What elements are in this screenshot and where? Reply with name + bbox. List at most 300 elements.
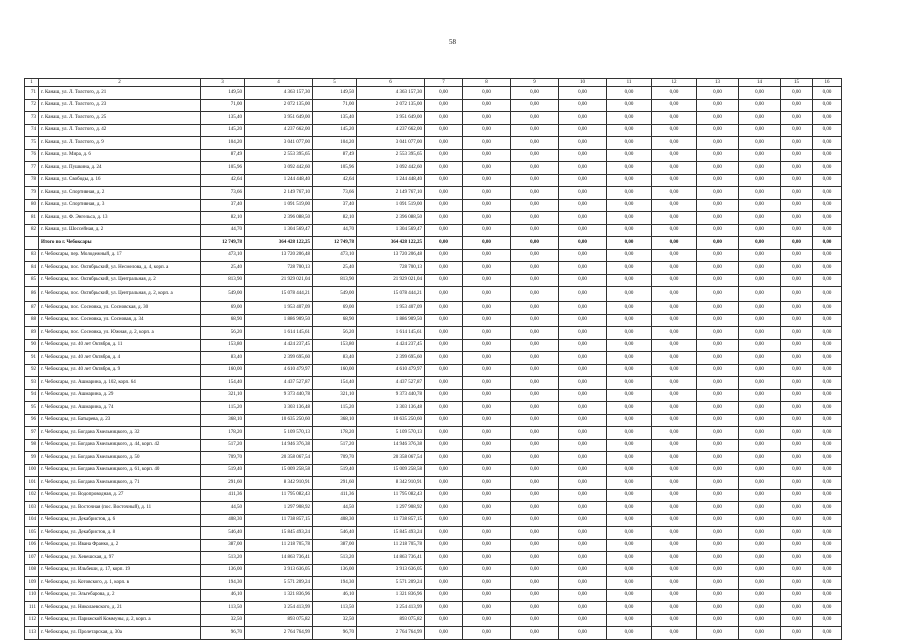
zero-cell: 0,00 [607, 124, 652, 137]
zero-cell: 0,00 [463, 614, 511, 627]
zero-cell: 0,00 [511, 627, 559, 640]
zero-cell: 0,00 [697, 99, 739, 112]
column-header: 9 [511, 79, 559, 87]
table-row [25, 274, 842, 287]
zero-cell: 0,00 [511, 614, 559, 627]
zero-cell: 0,00 [813, 302, 842, 315]
cost-cell: 2 399 695,60 [245, 352, 313, 365]
row-number: 93 [25, 377, 39, 390]
area-cell: 160,00 [201, 364, 245, 377]
cost-cell: 4 424 237,45 [245, 339, 313, 352]
area-cell: 517,20 [313, 439, 357, 452]
zero-cell: 0,00 [511, 427, 559, 440]
zero-cell: 0,00 [425, 377, 463, 390]
zero-cell: 0,00 [559, 627, 607, 640]
area-cell: 56,20 [313, 327, 357, 340]
zero-cell: 0,00 [559, 439, 607, 452]
zero-cell: 0,00 [607, 564, 652, 577]
cost-cell: 4 237 662,00 [245, 124, 313, 137]
row-number: 109 [25, 577, 39, 590]
area-cell: 149,50 [313, 87, 357, 100]
zero-cell: 0,00 [813, 452, 842, 465]
zero-cell: 0,00 [781, 402, 813, 415]
zero-cell: 0,00 [425, 552, 463, 565]
zero-cell: 0,00 [813, 112, 842, 125]
page-number: 58 [449, 38, 456, 46]
zero-cell: 0,00 [511, 137, 559, 150]
zero-cell: 0,00 [697, 249, 739, 262]
zero-cell: 0,00 [652, 162, 697, 175]
cost-cell: 4 424 237,45 [357, 339, 425, 352]
row-number: 82 [25, 224, 39, 237]
table-row [25, 149, 842, 162]
zero-cell: 0,00 [425, 502, 463, 515]
zero-cell: 0,00 [739, 464, 781, 477]
table-row [25, 199, 842, 212]
zero-cell: 0,00 [511, 187, 559, 200]
zero-cell: 0,00 [652, 489, 697, 502]
table-row [25, 377, 842, 390]
cost-cell: 3 092 442,60 [245, 162, 313, 175]
zero-cell: 0,00 [739, 237, 781, 250]
zero-cell: 0,00 [559, 477, 607, 490]
zero-cell: 0,00 [739, 564, 781, 577]
zero-cell: 0,00 [607, 99, 652, 112]
zero-cell: 0,00 [652, 414, 697, 427]
zero-cell: 0,00 [511, 589, 559, 602]
zero-cell: 0,00 [813, 237, 842, 250]
area-cell: 513,20 [313, 552, 357, 565]
zero-cell: 0,00 [559, 564, 607, 577]
zero-cell: 0,00 [463, 327, 511, 340]
table-row [25, 339, 842, 352]
zero-cell: 0,00 [425, 249, 463, 262]
zero-cell: 0,00 [652, 577, 697, 590]
zero-cell: 0,00 [511, 439, 559, 452]
zero-cell: 0,00 [511, 502, 559, 515]
zero-cell: 0,00 [559, 577, 607, 590]
zero-cell: 0,00 [781, 502, 813, 515]
address-cell: г. Чебоксары, ул. Ивана Франко, д. 2 [39, 539, 201, 552]
address-cell: г. Чебоксары, ул. Парижской Коммуны, д. 2, корп. а [39, 614, 201, 627]
area-cell: 68,90 [313, 314, 357, 327]
area-cell: 37,40 [313, 199, 357, 212]
area-cell: 12 749,78 [201, 237, 245, 250]
address-cell: г. Чебоксары, ул. 40 лет Октября, д. 11 [39, 339, 201, 352]
zero-cell: 0,00 [739, 539, 781, 552]
zero-cell: 0,00 [739, 627, 781, 640]
zero-cell: 0,00 [697, 589, 739, 602]
zero-cell: 0,00 [425, 577, 463, 590]
area-cell: 44,50 [313, 502, 357, 515]
cost-cell: 1 953 407,09 [357, 302, 425, 315]
cost-cell: 3 303 136,48 [357, 402, 425, 415]
zero-cell: 0,00 [463, 477, 511, 490]
zero-cell: 0,00 [739, 602, 781, 615]
area-cell: 46,10 [313, 589, 357, 602]
zero-cell: 0,00 [813, 327, 842, 340]
zero-cell: 0,00 [739, 339, 781, 352]
area-cell: 291,60 [313, 477, 357, 490]
zero-cell: 0,00 [781, 464, 813, 477]
area-cell: 42,64 [313, 174, 357, 187]
row-number: 91 [25, 352, 39, 365]
zero-cell: 0,00 [739, 212, 781, 225]
zero-cell: 0,00 [813, 627, 842, 640]
row-number: 102 [25, 489, 39, 502]
zero-cell: 0,00 [652, 137, 697, 150]
column-header: 3 [201, 79, 245, 87]
cost-cell: 15 845 493,24 [357, 527, 425, 540]
zero-cell: 0,00 [463, 439, 511, 452]
row-number: 100 [25, 464, 39, 477]
zero-cell: 0,00 [559, 199, 607, 212]
zero-cell: 0,00 [813, 364, 842, 377]
zero-cell: 0,00 [607, 427, 652, 440]
zero-cell: 0,00 [511, 514, 559, 527]
zero-cell: 0,00 [511, 314, 559, 327]
row-number: 94 [25, 389, 39, 402]
zero-cell: 0,00 [697, 364, 739, 377]
address-cell: г. Канаш, ул. Л. Толстого, д. 9 [39, 137, 201, 150]
address-cell: г. Канаш, ул. Пушкина, д. 24 [39, 162, 201, 175]
area-cell: 105,96 [201, 162, 245, 175]
area-cell: 321,10 [313, 389, 357, 402]
zero-cell: 0,00 [813, 427, 842, 440]
zero-cell: 0,00 [511, 262, 559, 275]
cost-cell: 20 358 067,54 [245, 452, 313, 465]
column-header: 5 [313, 79, 357, 87]
zero-cell: 0,00 [425, 614, 463, 627]
cost-cell: 2 764 764,99 [357, 627, 425, 640]
zero-cell: 0,00 [463, 224, 511, 237]
zero-cell: 0,00 [511, 564, 559, 577]
zero-cell: 0,00 [425, 439, 463, 452]
zero-cell: 0,00 [697, 237, 739, 250]
address-cell: г. Чебоксары, пос. Октябрьский, ул. Центральная, д. 2, корп. а [39, 287, 201, 302]
zero-cell: 0,00 [607, 514, 652, 527]
area-cell: 411,36 [201, 489, 245, 502]
zero-cell: 0,00 [425, 199, 463, 212]
zero-cell: 0,00 [652, 427, 697, 440]
cost-cell: 11 795 082,43 [357, 489, 425, 502]
cost-cell: 4 363 157,30 [245, 87, 313, 100]
zero-cell: 0,00 [739, 589, 781, 602]
address-cell: г. Чебоксары, ул. Ашмарина, д. 74 [39, 402, 201, 415]
zero-cell: 0,00 [652, 87, 697, 100]
zero-cell: 0,00 [697, 339, 739, 352]
zero-cell: 0,00 [463, 589, 511, 602]
address-cell: г. Канаш, ул. Шоссейная, д. 2 [39, 224, 201, 237]
zero-cell: 0,00 [697, 614, 739, 627]
area-cell: 411,36 [313, 489, 357, 502]
cost-cell: 1 091 519,00 [245, 199, 313, 212]
zero-cell: 0,00 [652, 149, 697, 162]
table-row [25, 514, 842, 527]
zero-cell: 0,00 [607, 577, 652, 590]
zero-cell: 0,00 [607, 552, 652, 565]
zero-cell: 0,00 [425, 162, 463, 175]
zero-cell: 0,00 [781, 352, 813, 365]
zero-cell: 0,00 [781, 589, 813, 602]
table-row [25, 137, 842, 150]
zero-cell: 0,00 [559, 287, 607, 302]
table-row [25, 464, 842, 477]
zero-cell: 0,00 [559, 377, 607, 390]
address-cell: г. Канаш, ул. Л. Толстого, д. 42 [39, 124, 201, 137]
zero-cell: 0,00 [813, 212, 842, 225]
cost-cell: 11 738 857,15 [357, 514, 425, 527]
zero-cell: 0,00 [697, 439, 739, 452]
cost-cell: 1 614 145,61 [357, 327, 425, 340]
cost-cell: 4 610 479,97 [357, 364, 425, 377]
zero-cell: 0,00 [425, 237, 463, 250]
zero-cell: 0,00 [813, 577, 842, 590]
zero-cell: 0,00 [511, 87, 559, 100]
zero-cell: 0,00 [559, 224, 607, 237]
row-number: 113 [25, 627, 39, 640]
zero-cell: 0,00 [652, 187, 697, 200]
zero-cell: 0,00 [781, 262, 813, 275]
zero-cell: 0,00 [607, 389, 652, 402]
zero-cell: 0,00 [511, 199, 559, 212]
zero-cell: 0,00 [739, 489, 781, 502]
zero-cell: 0,00 [559, 414, 607, 427]
zero-cell: 0,00 [652, 124, 697, 137]
zero-cell: 0,00 [559, 589, 607, 602]
address-cell: г. Чебоксары, ул. Ашмарина, д. 102, корп. 64 [39, 377, 201, 390]
zero-cell: 0,00 [697, 199, 739, 212]
zero-cell: 0,00 [697, 627, 739, 640]
zero-cell: 0,00 [697, 502, 739, 515]
zero-cell: 0,00 [607, 352, 652, 365]
zero-cell: 0,00 [652, 464, 697, 477]
zero-cell: 0,00 [463, 237, 511, 250]
cost-cell: 3 092 442,60 [357, 162, 425, 175]
area-cell: 115,20 [313, 402, 357, 415]
zero-cell: 0,00 [463, 577, 511, 590]
row-number: 88 [25, 314, 39, 327]
cost-cell: 4 363 157,30 [357, 87, 425, 100]
address-cell: г. Чебоксары, ул. Котовского, д. 1, корп. в [39, 577, 201, 590]
table-row [25, 287, 842, 302]
area-cell: 145,20 [313, 124, 357, 137]
table-row [25, 212, 842, 225]
table-row [25, 527, 842, 540]
zero-cell: 0,00 [559, 614, 607, 627]
zero-cell: 0,00 [607, 464, 652, 477]
zero-cell: 0,00 [607, 199, 652, 212]
zero-cell: 0,00 [739, 439, 781, 452]
area-cell: 44,70 [201, 224, 245, 237]
zero-cell: 0,00 [739, 452, 781, 465]
area-cell: 519,40 [313, 464, 357, 477]
zero-cell: 0,00 [463, 552, 511, 565]
column-header: 8 [463, 79, 511, 87]
address-cell: г. Чебоксары, ул. Декабристов, д. 6 [39, 514, 201, 527]
zero-cell: 0,00 [559, 302, 607, 315]
row-number: 106 [25, 539, 39, 552]
table-row [25, 427, 842, 440]
zero-cell: 0,00 [607, 149, 652, 162]
zero-cell: 0,00 [463, 389, 511, 402]
zero-cell: 0,00 [697, 577, 739, 590]
area-cell: 160,00 [313, 364, 357, 377]
zero-cell: 0,00 [813, 502, 842, 515]
address-cell: г. Канаш, ул. Л. Толстого, д. 23 [39, 99, 201, 112]
address-cell: г. Чебоксары, ул. Декабристов, д. 8 [39, 527, 201, 540]
address-cell: г. Чебоксары, ул. 40 лет Октября, д. 9 [39, 364, 201, 377]
zero-cell: 0,00 [511, 477, 559, 490]
zero-cell: 0,00 [652, 274, 697, 287]
area-cell: 87,49 [201, 149, 245, 162]
table-row [25, 262, 842, 275]
table-row [25, 602, 842, 615]
zero-cell: 0,00 [511, 149, 559, 162]
row-number: 96 [25, 414, 39, 427]
column-header: 11 [607, 79, 652, 87]
zero-cell: 0,00 [697, 224, 739, 237]
zero-cell: 0,00 [781, 187, 813, 200]
zero-cell: 0,00 [559, 162, 607, 175]
zero-cell: 0,00 [739, 614, 781, 627]
zero-cell: 0,00 [559, 489, 607, 502]
cost-cell: 15 009 258,58 [357, 464, 425, 477]
zero-cell: 0,00 [813, 99, 842, 112]
zero-cell: 0,00 [697, 427, 739, 440]
zero-cell: 0,00 [652, 302, 697, 315]
zero-cell: 0,00 [463, 302, 511, 315]
cost-cell: 2 553 395,65 [357, 149, 425, 162]
area-cell: 46,10 [201, 589, 245, 602]
zero-cell: 0,00 [425, 589, 463, 602]
zero-cell: 0,00 [559, 552, 607, 565]
zero-cell: 0,00 [425, 302, 463, 315]
zero-cell: 0,00 [813, 489, 842, 502]
zero-cell: 0,00 [652, 249, 697, 262]
zero-cell: 0,00 [813, 477, 842, 490]
zero-cell: 0,00 [607, 439, 652, 452]
zero-cell: 0,00 [463, 99, 511, 112]
zero-cell: 0,00 [511, 389, 559, 402]
zero-cell: 0,00 [739, 162, 781, 175]
zero-cell: 0,00 [813, 314, 842, 327]
cost-cell: 1 886 909,50 [357, 314, 425, 327]
zero-cell: 0,00 [781, 564, 813, 577]
zero-cell: 0,00 [739, 124, 781, 137]
area-cell: 71,00 [313, 99, 357, 112]
row-number: 87 [25, 302, 39, 315]
zero-cell: 0,00 [607, 339, 652, 352]
zero-cell: 0,00 [511, 452, 559, 465]
zero-cell: 0,00 [739, 514, 781, 527]
zero-cell: 0,00 [559, 87, 607, 100]
cost-cell: 5 571 209,24 [357, 577, 425, 590]
cost-cell: 1 297 908,92 [245, 502, 313, 515]
column-header: 7 [425, 79, 463, 87]
zero-cell: 0,00 [463, 149, 511, 162]
address-cell: г. Чебоксары, ул. Водопроводная, д. 27 [39, 489, 201, 502]
cost-cell: 3 951 649,00 [245, 112, 313, 125]
zero-cell: 0,00 [697, 137, 739, 150]
zero-cell: 0,00 [739, 302, 781, 315]
area-cell: 44,50 [201, 502, 245, 515]
zero-cell: 0,00 [559, 274, 607, 287]
cost-cell: 8 342 910,91 [357, 477, 425, 490]
row-number: 110 [25, 589, 39, 602]
zero-cell: 0,00 [781, 99, 813, 112]
area-cell: 368,10 [201, 414, 245, 427]
zero-cell: 0,00 [463, 199, 511, 212]
cost-cell: 3 951 649,00 [357, 112, 425, 125]
zero-cell: 0,00 [652, 514, 697, 527]
row-number: 103 [25, 502, 39, 515]
area-cell: 321,10 [201, 389, 245, 402]
row-number: 84 [25, 262, 39, 275]
zero-cell: 0,00 [781, 427, 813, 440]
zero-cell: 0,00 [781, 389, 813, 402]
zero-cell: 0,00 [425, 149, 463, 162]
area-cell: 549,00 [313, 287, 357, 302]
address-cell: г. Чебоксары, ул. 40 лет Октября, д. 4 [39, 352, 201, 365]
zero-cell: 0,00 [813, 137, 842, 150]
zero-cell: 0,00 [425, 464, 463, 477]
row-number: 77 [25, 162, 39, 175]
zero-cell: 0,00 [813, 514, 842, 527]
cost-cell: 21 929 021,04 [357, 274, 425, 287]
zero-cell: 0,00 [697, 187, 739, 200]
zero-cell: 0,00 [781, 237, 813, 250]
zero-cell: 0,00 [781, 174, 813, 187]
area-cell: 136,00 [201, 564, 245, 577]
table-row [25, 539, 842, 552]
cost-cell: 2 764 764,99 [245, 627, 313, 640]
zero-cell: 0,00 [511, 489, 559, 502]
row-number: 105 [25, 527, 39, 540]
area-cell: 25,40 [313, 262, 357, 275]
address-cell: г. Канаш, ул. Л. Толстого, д. 25 [39, 112, 201, 125]
address-cell: г. Чебоксары, ул. Эльгебарова, д. 2 [39, 589, 201, 602]
cost-cell: 2 072 135,00 [357, 99, 425, 112]
column-header: 14 [739, 79, 781, 87]
zero-cell: 0,00 [511, 602, 559, 615]
zero-cell: 0,00 [607, 87, 652, 100]
zero-cell: 0,00 [697, 377, 739, 390]
zero-cell: 0,00 [739, 262, 781, 275]
zero-cell: 0,00 [781, 439, 813, 452]
zero-cell: 0,00 [781, 302, 813, 315]
table-row [25, 249, 842, 262]
zero-cell: 0,00 [559, 124, 607, 137]
zero-cell: 0,00 [463, 489, 511, 502]
table-row [25, 589, 842, 602]
table-row [25, 87, 842, 100]
column-header: 1 [25, 79, 39, 87]
row-number: 71 [25, 87, 39, 100]
area-cell: 87,49 [313, 149, 357, 162]
zero-cell: 0,00 [781, 527, 813, 540]
zero-cell: 0,00 [607, 527, 652, 540]
cost-cell: 15 078 444,21 [357, 287, 425, 302]
column-header: 12 [652, 79, 697, 87]
column-header: 4 [245, 79, 313, 87]
zero-cell: 0,00 [697, 477, 739, 490]
area-cell: 136,00 [313, 564, 357, 577]
area-cell: 408,30 [313, 514, 357, 527]
area-cell: 73,66 [201, 187, 245, 200]
area-cell: 291,60 [201, 477, 245, 490]
address-cell: г. Чебоксары, пос. Сосновка, ул. Сосновская, д. 30 [39, 302, 201, 315]
